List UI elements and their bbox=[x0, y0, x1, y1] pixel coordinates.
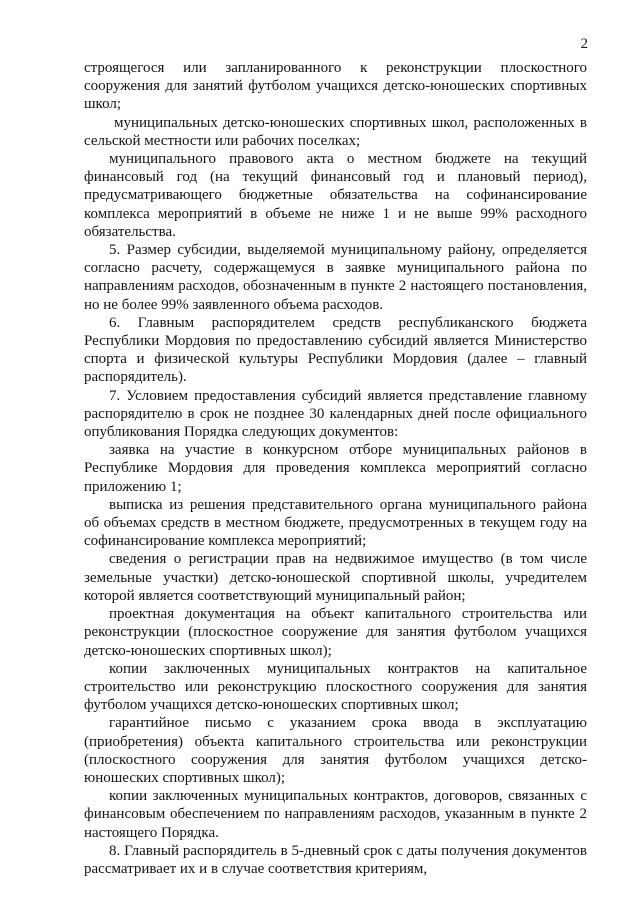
paragraph: 6. Главным распорядителем средств республиканского бюджета Республики Мордовия по предоставлению субсидий является Министерство спорта и физической культуры Республики Мордовия (далее – главный распорядитель). bbox=[84, 314, 587, 386]
paragraph: строящегося или запланированного к реконструкции плоскостного сооружения для занятий футболом учащихся детско-юношеских спортивных школ; bbox=[84, 60, 587, 113]
paragraph: копии заключенных муниципальных контрактов, договоров, связанных с финансовым обеспечением по направлениям расходов, указанным в пункте 2 настоящего Порядка. bbox=[84, 788, 587, 841]
paragraph: муниципального правового акта о местном бюджете на текущий финансовый год (на текущий финансовый год и плановый период), предусматривающего бюджетные обязательства на софинансирование комплекса мероприятий в объеме не ниже 1 и не выше 99% расходного обязательства. bbox=[84, 151, 587, 240]
paragraph: заявка на участие в конкурсном отборе муниципальных районов в Республике Мордовия для проведения комплекса мероприятий согласно приложению 1; bbox=[84, 442, 587, 495]
paragraph: выписка из решения представительного органа муниципального района об объемах средств в местном бюджете, предусмотренных в текущем году на софинансирование комплекса мероприятий; bbox=[84, 496, 587, 550]
paragraph: муниципальных детско-юношеских спортивных школ, расположенных в сельской местности или рабочих поселках; bbox=[84, 114, 587, 149]
paragraph: 7. Условием предоставления субсидий является представление главному распорядителю в срок не позднее 30 календарных дней после официального опубликования Порядка следующих документов: bbox=[84, 387, 587, 441]
paragraph: 8. Главный распорядитель в 5-дневный срок с даты получения документов рассматривает их и в случае соответствия критериям, bbox=[84, 842, 587, 877]
paragraph: проектная документация на объект капитального строительства или реконструкции (плоскостное сооружение для занятия футболом учащихся детско-юношеских спортивных школ); bbox=[84, 606, 587, 659]
paragraph: копии заключенных муниципальных контрактов на капитальное строительство или реконструкцию плоскостного сооружения для занятия футболом учащихся детско-юношеских спортивных школ; bbox=[84, 660, 587, 714]
paragraph: 5. Размер субсидии, выделяемой муниципальному району, определяется согласно расчету, содержащемуся в заявке муниципального района по направлениям расходов, обозначенным в пункте 2 настоящего постановления, но не более 99% заявленного объема расходов. bbox=[84, 242, 587, 313]
document-body bbox=[84, 59, 587, 878]
paragraph: гарантийное письмо с указанием срока ввода в эксплуатацию (приобретения) объекта капитального строительства или реконструкции (плоскостного сооружения для занятия футболом учащихся детско-юношеских спортивных школ); bbox=[84, 715, 587, 786]
paragraph: сведения о регистрации прав на недвижимое имущество (в том числе земельные участки) детско-юношеской спортивной школы, учредителем которой является соответствующий муниципальный район; bbox=[84, 551, 587, 604]
page-number: 2 bbox=[580, 36, 588, 52]
